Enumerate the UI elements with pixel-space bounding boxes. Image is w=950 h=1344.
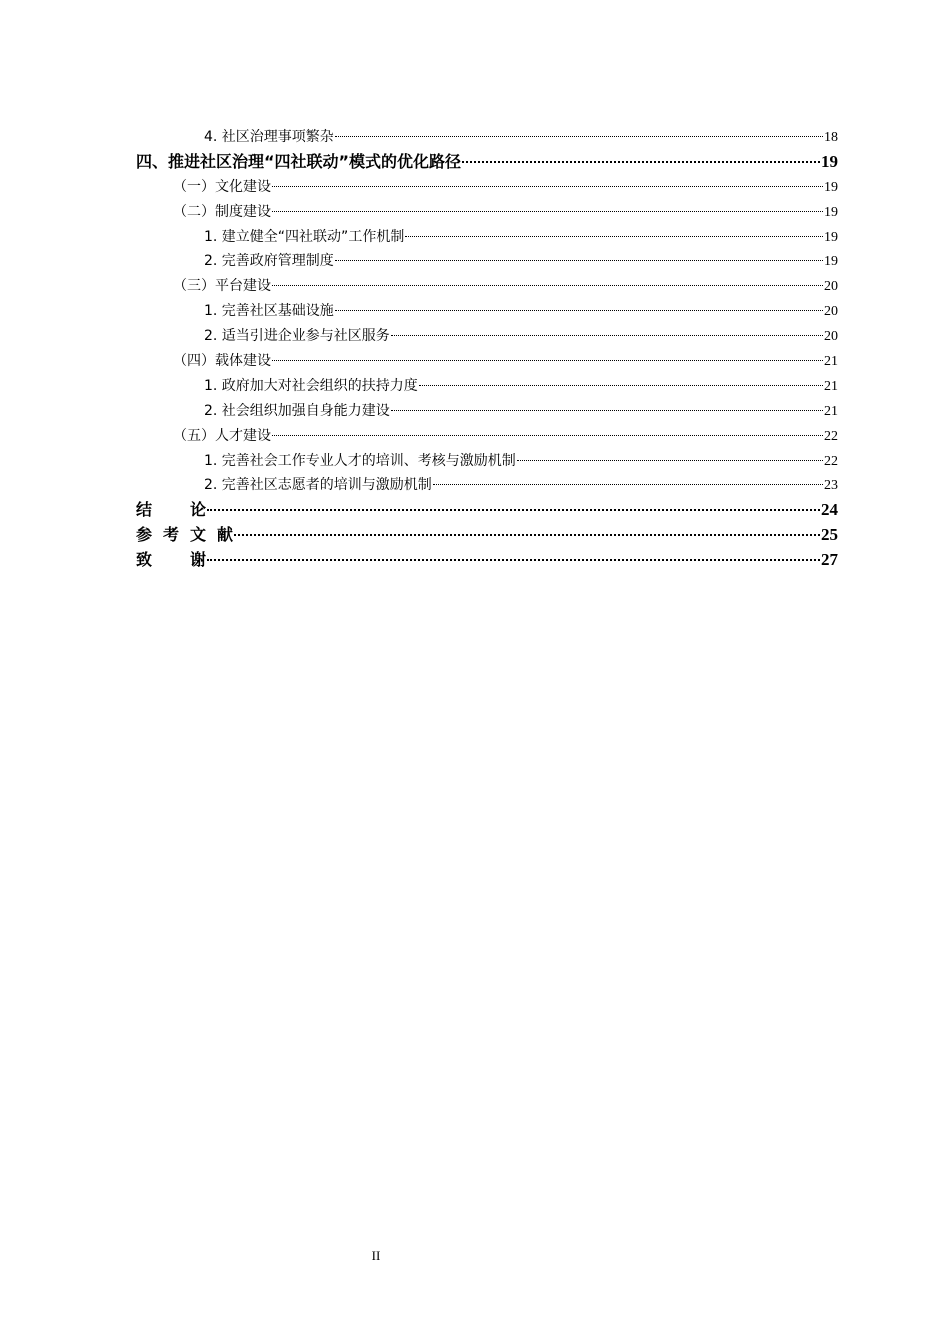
- toc-dot-leader: [433, 483, 823, 485]
- toc-entry-title: 四、推进社区治理“四社联动”模式的优化路径: [136, 151, 462, 171]
- toc-entry-title: 参考文献: [136, 525, 234, 545]
- toc-dot-leader: [234, 533, 820, 536]
- toc-entry-page: 19: [821, 151, 838, 171]
- toc-entry-title: （二）制度建设: [173, 203, 271, 220]
- toc-entry-title: 2. 完善社区志愿者的培训与激励机制: [204, 477, 432, 494]
- toc-dot-leader: [517, 459, 823, 461]
- toc-dot-leader: [335, 135, 823, 137]
- toc-dot-leader: [391, 334, 823, 336]
- toc-dot-leader: [419, 384, 823, 386]
- toc-entry-title: （一）文化建设: [173, 178, 271, 195]
- toc-dot-leader: [405, 235, 823, 237]
- toc-entry[interactable]: [136, 225, 838, 250]
- toc-entry-title: 1. 完善社会工作专业人才的培训、考核与激励机制: [204, 452, 516, 469]
- toc-dot-leader: [272, 284, 823, 286]
- toc-entry-page: 20: [824, 279, 838, 295]
- toc-entry-page: 18: [824, 130, 838, 145]
- toc-entry-title: （四）载体建设: [173, 353, 271, 370]
- toc-entry[interactable]: [136, 249, 838, 274]
- toc-entry-page: 21: [824, 378, 838, 394]
- toc-entry-page: 23: [824, 478, 838, 494]
- toc-entry[interactable]: [136, 175, 838, 200]
- toc-entry[interactable]: [136, 150, 838, 175]
- toc-dot-leader: [391, 409, 823, 411]
- toc-dot-leader: [462, 160, 820, 163]
- toc-entry-page: 21: [824, 354, 838, 370]
- toc-entry-page: 25: [821, 525, 838, 545]
- toc-entry-title: 1. 建立健全“四社联动”工作机制: [204, 228, 405, 245]
- toc-entry[interactable]: [136, 200, 838, 225]
- toc-entry[interactable]: [136, 399, 838, 424]
- toc-entry[interactable]: [136, 374, 838, 399]
- toc-dot-leader: [207, 558, 820, 561]
- toc-entry[interactable]: [136, 125, 838, 150]
- toc-dot-leader: [272, 359, 823, 361]
- toc-entry-title: 2. 适当引进企业参与社区服务: [204, 328, 390, 345]
- toc-dot-leader: [207, 508, 820, 511]
- toc-dot-leader: [335, 259, 823, 261]
- toc-entry-page: 24: [821, 500, 838, 520]
- toc-entry-title: （五）人才建设: [173, 427, 271, 444]
- toc-entry[interactable]: [136, 299, 838, 324]
- toc-entry[interactable]: [136, 523, 838, 548]
- toc-entry-page: 22: [824, 428, 838, 444]
- page-number: II: [371, 1248, 381, 1263]
- toc-entry[interactable]: [136, 498, 838, 523]
- toc-entry[interactable]: [136, 473, 838, 498]
- toc-entry-page: 27: [821, 550, 838, 570]
- toc-entry[interactable]: [136, 274, 838, 299]
- toc-entry-title: 结论: [136, 500, 207, 520]
- toc-entry-page: 21: [824, 403, 838, 419]
- toc-entry-page: 19: [824, 229, 838, 245]
- toc-entry-page: 19: [824, 204, 838, 220]
- toc-entry[interactable]: [136, 424, 838, 449]
- toc-entry-title: 致谢: [136, 550, 207, 570]
- toc-entry[interactable]: [136, 548, 838, 573]
- toc-dot-leader: [272, 185, 823, 187]
- toc-entry-page: 19: [824, 179, 838, 195]
- toc-dot-leader: [272, 210, 823, 212]
- toc-dot-leader: [272, 434, 823, 436]
- toc-entry-title: 4. 社区治理事项繁杂: [204, 129, 334, 145]
- toc-entry-title: 2. 社会组织加强自身能力建设: [204, 402, 390, 419]
- toc-entry[interactable]: [136, 349, 838, 374]
- toc-entry-title: 1. 完善社区基础设施: [204, 303, 334, 320]
- toc-entry-page: 20: [824, 329, 838, 345]
- toc-entry-title: 1. 政府加大对社会组织的扶持力度: [204, 377, 418, 394]
- toc-entry-title: （三）平台建设: [173, 278, 271, 295]
- toc-entry-page: 20: [824, 304, 838, 320]
- toc-entry-page: 22: [824, 453, 838, 469]
- toc-dot-leader: [335, 309, 823, 311]
- table-of-contents: [136, 125, 838, 573]
- toc-entry-page: 19: [824, 254, 838, 270]
- toc-entry[interactable]: [136, 449, 838, 474]
- toc-entry-title: 2. 完善政府管理制度: [204, 253, 334, 270]
- toc-entry[interactable]: [136, 324, 838, 349]
